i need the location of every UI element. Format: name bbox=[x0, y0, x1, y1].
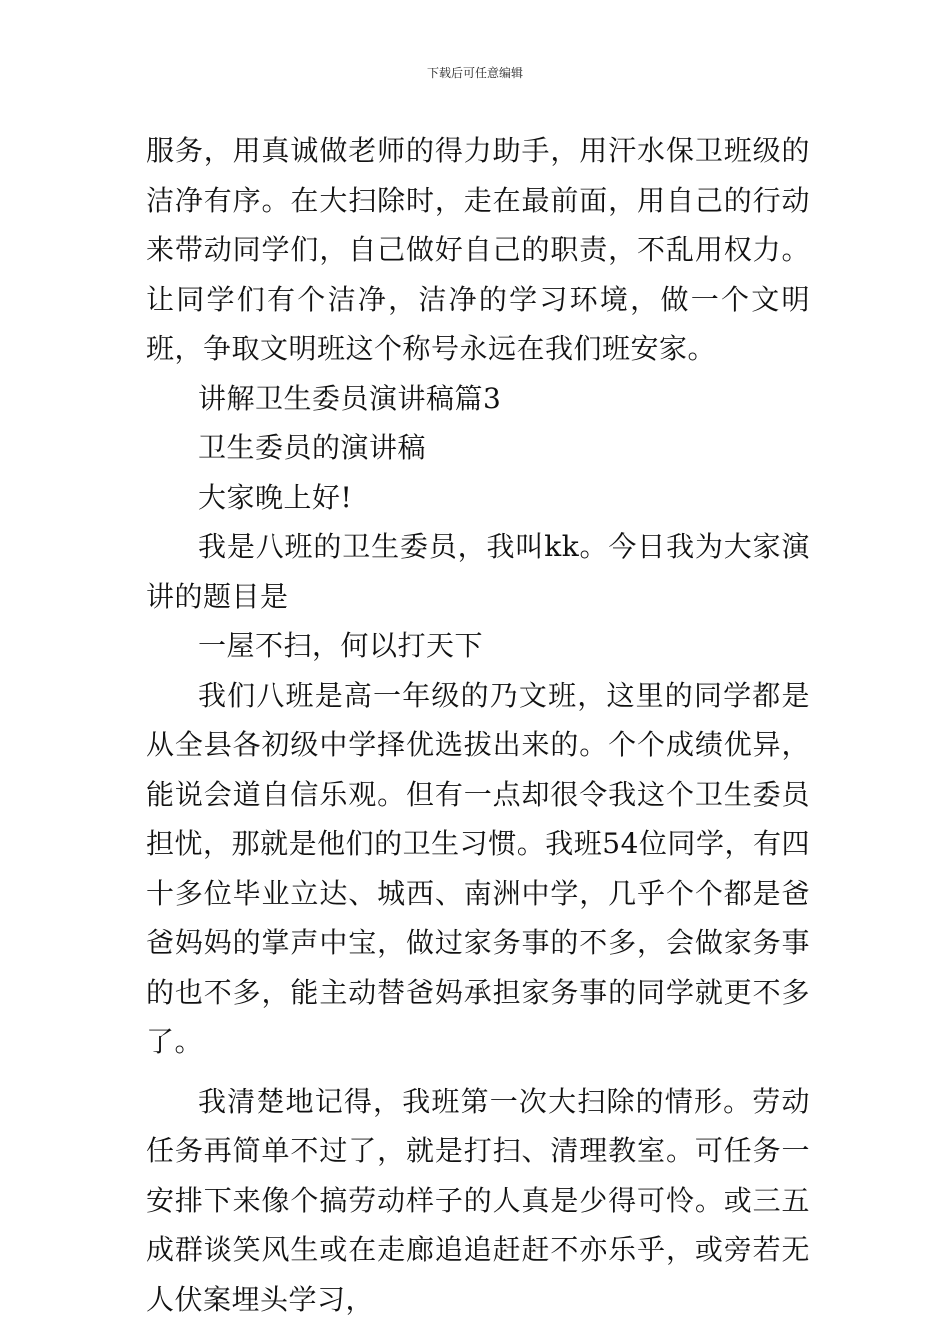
paragraph-intro: 我是八班的卫生委员，我叫kk。今日我为大家演讲的题目是 bbox=[146, 530, 810, 613]
greeting: 大家晚上好! bbox=[198, 480, 353, 514]
paragraph-continuation: 服务，用真诚做老师的得力助手，用汗水保卫班级的洁净有序。在大扫除时，走在最前面，用自己的行动来带动同学们，自己做好自己的职责，不乱用权力。让同学们有个洁净，洁净的学习环境，做一个文明班，争取文明班这个称号永远在我们班安家。 bbox=[146, 134, 810, 365]
section-heading: 讲解卫生委员演讲稿篇3 bbox=[198, 381, 502, 415]
speech-topic: 一屋不扫，何以打天下 bbox=[198, 629, 484, 662]
page-header: 下载后可任意编辑 bbox=[426, 66, 523, 80]
document-body bbox=[146, 126, 810, 1324]
speech-title: 卫生委员的演讲稿 bbox=[198, 431, 427, 464]
paragraph-cleaning-memory: 我清楚地记得，我班第一次大扫除的情形。劳动任务再简单不过了，就是打扫、清理教室。可任务一安排下来像个搞劳动样子的人真是少得可怜。或三五成群谈笑风生或在走廊追追赶赶不亦乐乎，或旁若无人伏案埋头学习， bbox=[146, 1084, 810, 1316]
paragraph-class-description: 我们八班是高一年级的乃文班，这里的同学都是从全县各初级中学择优选拔出来的。个个成绩优异，能说会道自信乐观。但有一点却很令我这个卫生委员担忧，那就是他们的卫生习惯。我班54位同学，有四十多位毕业立达、城西、南洲中学，几乎个个都是爸爸妈妈的掌声中宝，做过家务事的不多，会做家务事的也不多，能主动替爸妈承担家务事的同学就更不多了。 bbox=[146, 678, 810, 1058]
